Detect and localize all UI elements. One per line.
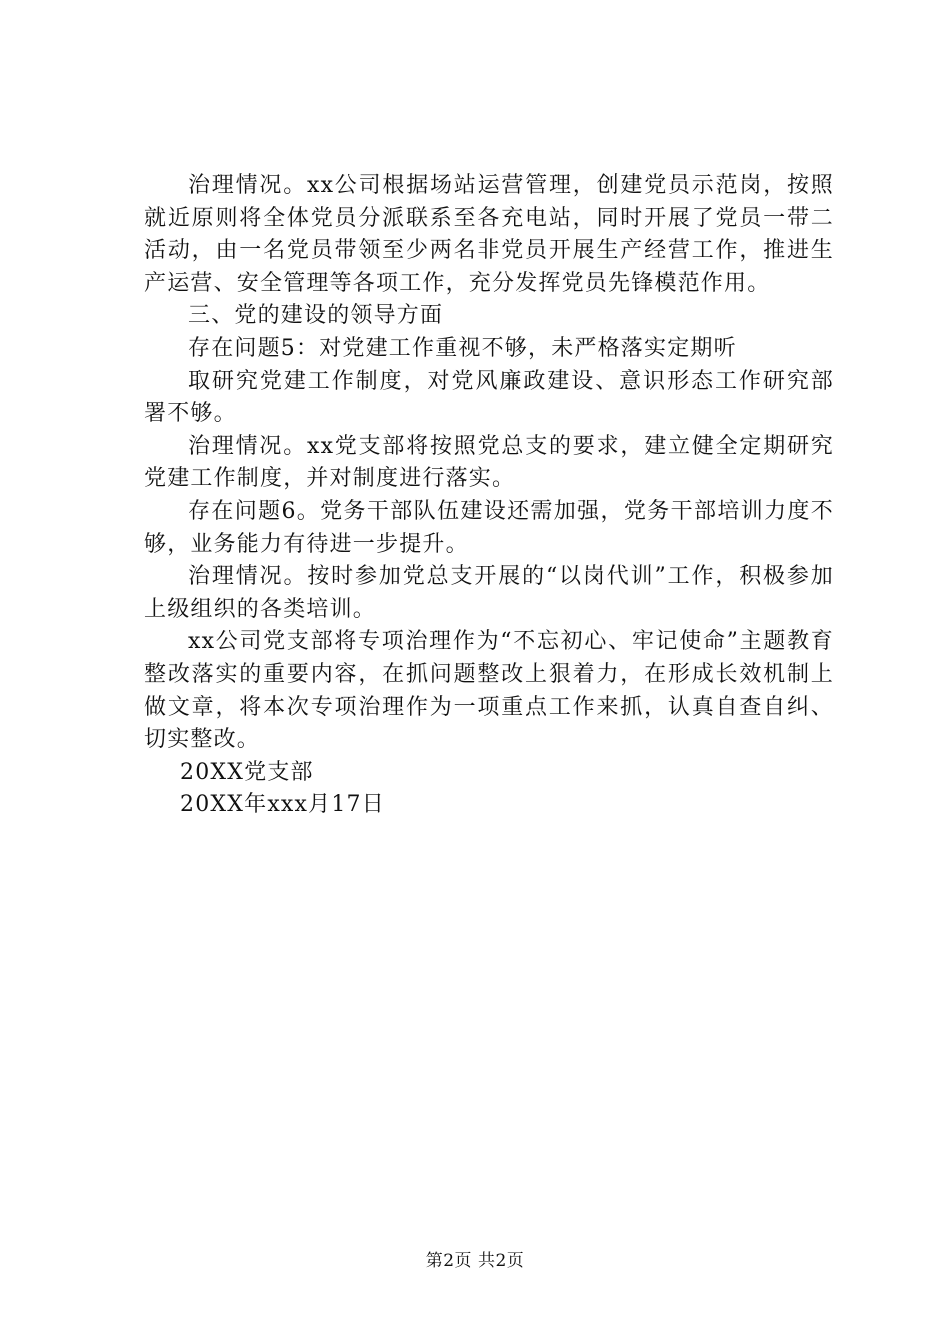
paragraph-governance-1: 治理情况。xx公司根据场站运营管理，创建党员示范岗，按照就近原则将全体党员分派联系至各充电站，同时开展了党员一带二活动，由一名党员带领至少两名非党员开展生产经营工作，推进生产运营、安全管理等各项工作，充分发挥党员先锋模范作用。: [144, 173, 834, 296]
paragraph-issue-5-first-line: 存在问题5：对党建工作重视不够，未严格落实定期听: [188, 335, 737, 361]
signature-organization: 20XX党支部: [180, 759, 314, 785]
paragraph-governance-2: 治理情况。xx党支部将按照党总支的要求，建立健全定期研究党建工作制度，并对制度进行落实。: [144, 433, 834, 492]
paragraph-summary: xx公司党支部将专项治理作为“不忘初心、牢记使命”主题教育整改落实的重要内容，在抓问题整改上狠着力，在形成长效机制上做文章，将本次专项治理作为一项重点工作来抓，认真自查自纠、切实整改。: [144, 629, 834, 753]
section-heading-party-leadership: 三、党的建设的领导方面: [188, 303, 444, 329]
signature-date: 20XX年xxx月17日: [180, 792, 385, 818]
paragraph-issue-5-continuation: 取研究党建工作制度，对党风廉政建设、意识形态工作研究部署不够。: [144, 368, 834, 427]
paragraph-issue-6: 存在问题6。党务干部队伍建设还需加强，党务干部培训力度不够，业务能力有待进一步提升。: [144, 498, 834, 557]
page-number-footer: 第2页 共2页: [425, 1251, 525, 1271]
document-body: [144, 170, 834, 822]
paragraph-governance-3: 治理情况。按时参加党总支开展的“以岗代训”工作，积极参加上级组织的各类培训。: [144, 564, 834, 622]
